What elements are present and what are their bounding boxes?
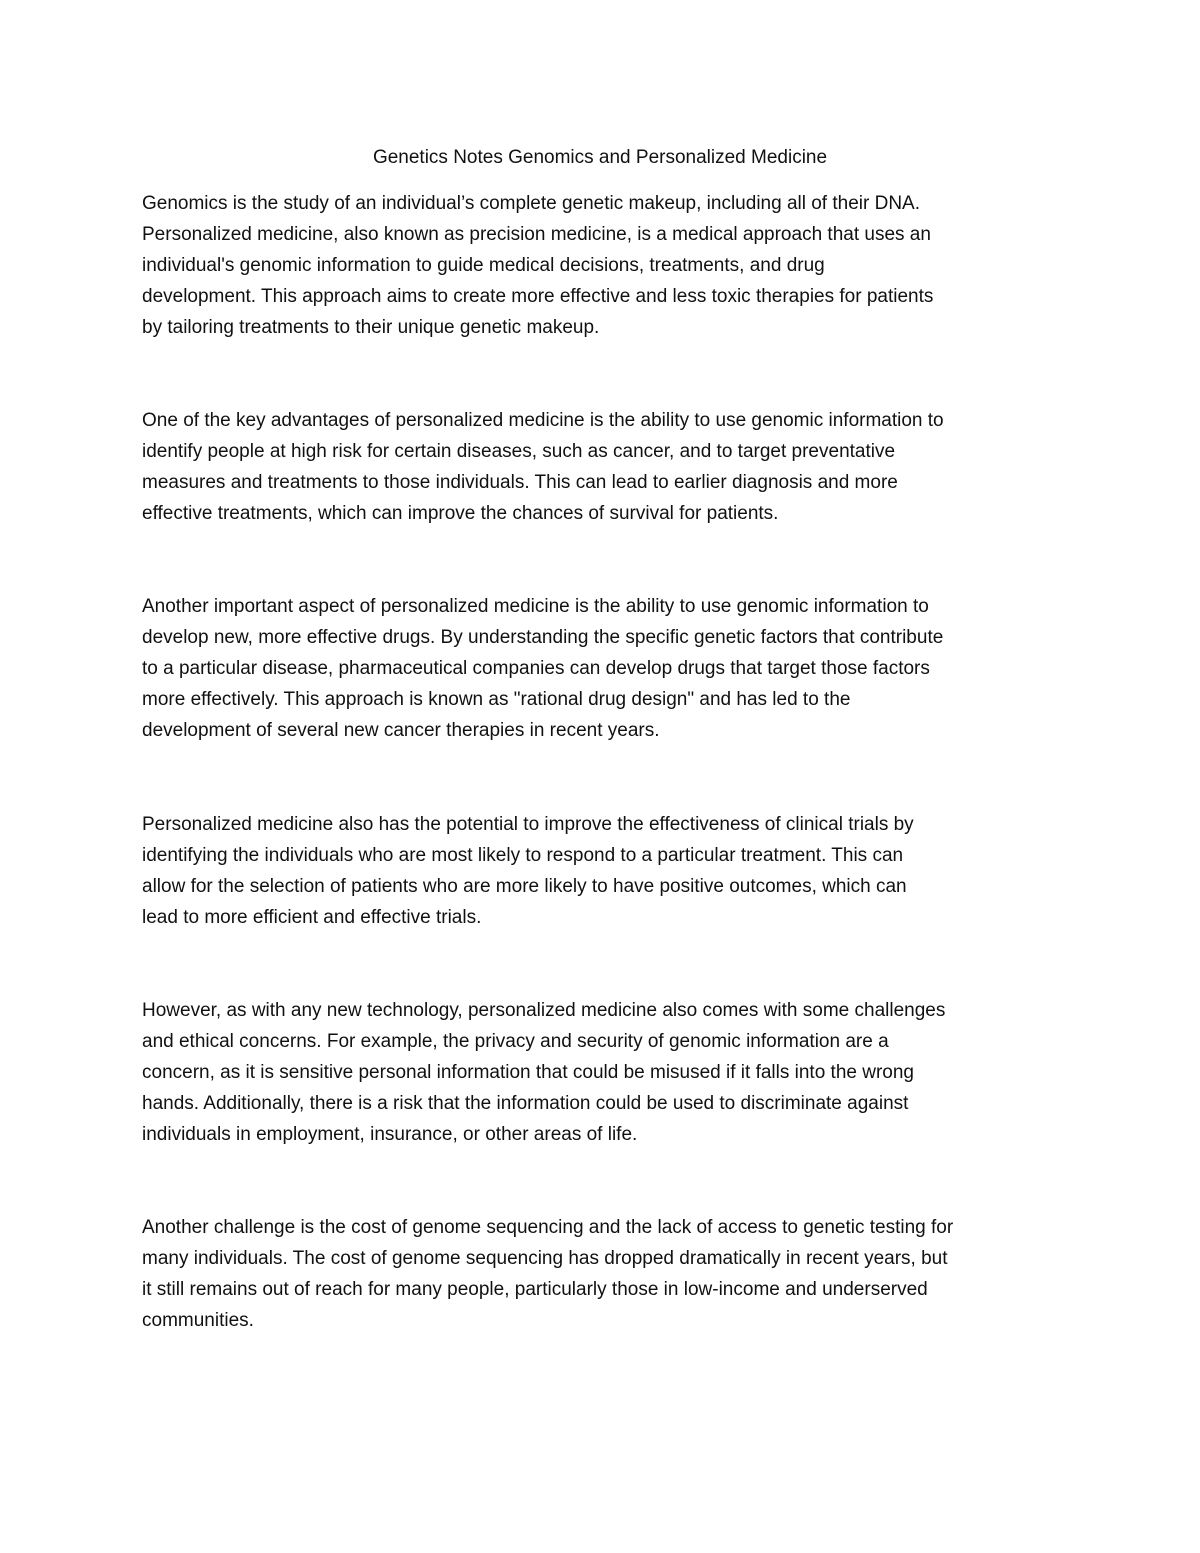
text-line: hands. Additionally, there is a risk that the information could be used to discriminate against [142, 1093, 909, 1114]
text-line: to a particular disease, pharmaceutical companies can develop drugs that target those factors [142, 658, 930, 679]
text-line: Genomics is the study of an individual’s complete genetic makeup, including all of their DNA. [142, 193, 920, 214]
text-line: Another challenge is the cost of genome sequencing and the lack of access to genetic testing for [142, 1217, 954, 1238]
text-line: Personalized medicine, also known as precision medicine, is a medical approach that uses an [142, 224, 931, 245]
text-line: However, as with any new technology, personalized medicine also comes with some challenges [142, 1000, 946, 1021]
text-line: Personalized medicine also has the potential to improve the effectiveness of clinical trials by [142, 814, 914, 835]
text-line: One of the key advantages of personalized medicine is the ability to use genomic information to [142, 410, 944, 431]
text-line: identify people at high risk for certain diseases, such as cancer, and to target preventative [142, 441, 896, 462]
text-line: it still remains out of reach for many people, particularly those in low-income and underserved [142, 1279, 928, 1300]
document-title: Genetics Notes Genomics and Personalized Medicine [372, 147, 828, 168]
text-line: identifying the individuals who are most likely to respond to a particular treatment. This can [142, 845, 904, 866]
text-line: Another important aspect of personalized medicine is the ability to use genomic information to [142, 596, 929, 617]
text-line: more effectively. This approach is known as "rational drug design" and has led to the [142, 689, 851, 710]
text-line: individual's genomic information to guide medical decisions, treatments, and drug [142, 255, 825, 276]
paragraph-clinical-trials [142, 809, 1072, 933]
paragraph-drug-development [142, 591, 1072, 746]
text-line: individuals in employment, insurance, or other areas of life. [142, 1124, 638, 1145]
text-line: communities. [142, 1310, 254, 1331]
text-line: by tailoring treatments to their unique genetic makeup. [142, 317, 600, 338]
text-line: development of several new cancer therapies in recent years. [142, 720, 660, 741]
text-line: effective treatments, which can improve the chances of survival for patients. [142, 503, 779, 524]
text-line: measures and treatments to those individuals. This can lead to earlier diagnosis and more [142, 472, 898, 493]
text-line: concern, as it is sensitive personal information that could be misused if it falls into the wrong [142, 1062, 914, 1083]
text-line: development. This approach aims to create more effective and less toxic therapies for patients [142, 286, 934, 307]
paragraph-cost-access [142, 1212, 1072, 1336]
paragraph-genomics-intro [142, 188, 1072, 343]
paragraph-key-advantages [142, 405, 1072, 529]
text-line: and ethical concerns. For example, the privacy and security of genomic information are a [142, 1031, 889, 1052]
text-line: allow for the selection of patients who are more likely to have positive outcomes, which can [142, 876, 907, 897]
text-line: develop new, more effective drugs. By understanding the specific genetic factors that contribute [142, 627, 944, 648]
text-line: lead to more efficient and effective trials. [142, 907, 482, 928]
text-line: many individuals. The cost of genome sequencing has dropped dramatically in recent years, but [142, 1248, 948, 1269]
paragraph-ethical-concerns [142, 995, 1072, 1150]
